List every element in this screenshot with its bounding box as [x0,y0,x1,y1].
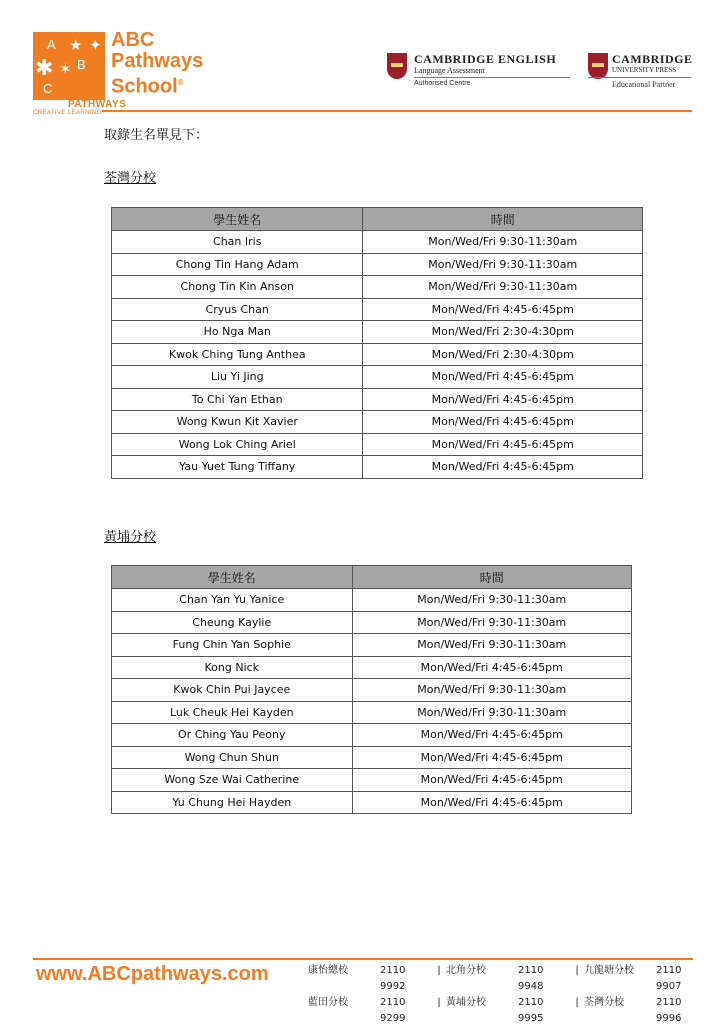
time-cell: Mon/Wed/Fri 4:45-6:45pm [363,456,643,479]
student-name-cell: To Chi Yan Ethan [112,388,363,411]
time-cell: Mon/Wed/Fri 4:45-6:45pm [352,746,631,769]
time-cell: Mon/Wed/Fri 9:30-11:30am [363,231,643,254]
child-figure-icon: ✱ [35,56,54,81]
time-cell: Mon/Wed/Fri 9:30-11:30am [352,679,631,702]
star-icon: ✦ [89,36,102,54]
table-row [112,343,643,366]
footer-contacts-row [308,963,708,995]
logo-tile-b: B [77,57,86,72]
student-name-cell: Wong Sze Wai Catherine [112,769,353,792]
table-row [112,298,643,321]
time-cell: Mon/Wed/Fri 9:30-11:30am [352,634,631,657]
table-row [112,791,632,814]
logo-tile-a: A [47,37,56,52]
footer-website-link[interactable]: www.ABCpathways.com [36,963,269,985]
branch-phone: 2110 9948 [518,965,544,992]
branch-phone: 2110 9996 [656,997,682,1024]
table-row [112,231,643,254]
separator: | [437,997,441,1008]
student-name-cell: Cryus Chan [112,298,363,321]
table-row [112,321,643,344]
cambridge-crest-icon [387,53,407,79]
student-name-cell: Chong Tin Hang Adam [112,253,363,276]
student-name-cell: Kwok Chin Pui Jaycee [112,679,353,702]
table-row [112,366,643,389]
logo-name-line2: Pathways [111,50,204,72]
time-cell: Mon/Wed/Fri 2:30-4:30pm [363,321,643,344]
logo-name-line3-text: School [111,75,178,98]
student-name-cell: Kong Nick [112,656,353,679]
cambridge-english-divider [414,77,570,78]
time-cell: Mon/Wed/Fri 4:45-6:45pm [352,791,631,814]
table-row [112,276,643,299]
logo-name-line1: ABC [111,29,155,51]
cambridge-press-note: Educational Partner [612,80,676,89]
student-name-cell: Chan Iris [112,231,363,254]
logo-tile-c: C [43,81,53,96]
table-row [112,611,632,634]
registered-mark: ® [177,78,184,87]
table-row [112,724,632,747]
table-row [112,253,643,276]
table-row [112,746,632,769]
student-name-cell: Chong Tin Kin Anson [112,276,363,299]
table-header-row [112,566,632,589]
logo-name-line3 [111,72,203,98]
table-row [112,701,632,724]
logo-pathways-text: PATHWAYS [68,99,127,110]
student-name-cell: Or Ching Yau Peony [112,724,353,747]
time-cell: Mon/Wed/Fri 9:30-11:30am [352,701,631,724]
time-cell: Mon/Wed/Fri 4:45-6:45pm [363,411,643,434]
cambridge-english-note: Authorised Centre [414,80,471,87]
table-row [112,589,632,612]
footer-contacts-row [308,995,708,1027]
table-body [112,589,632,814]
student-name-cell: Wong Lok Ching Ariel [112,433,363,456]
student-name-cell: Ho Nga Man [112,321,363,344]
student-name-cell: Yau Yuet Tung Tiffany [112,456,363,479]
branch-name: 黃埔分校 [446,997,486,1008]
cambridge-press-divider [588,77,691,78]
cambridge-english-subtitle: Language Assessment [414,66,485,75]
time-cell: Mon/Wed/Fri 9:30-11:30am [363,253,643,276]
time-cell: Mon/Wed/Fri 4:45-6:45pm [352,769,631,792]
branch-phone: 2110 9992 [380,965,406,992]
column-header-student-name: 學生姓名 [112,208,363,231]
student-name-cell: Yu Chung Hei Hayden [112,791,353,814]
table-row [112,388,643,411]
time-cell: Mon/Wed/Fri 9:30-11:30am [352,589,631,612]
branch-name: 康怡總校 [308,965,348,976]
separator: | [575,997,579,1008]
star-icon: ✶ [59,60,72,78]
table-header-row [112,208,643,231]
branch-name: 九龍塘分校 [584,965,634,976]
cambridge-press-title: CAMBRIDGE [612,52,693,66]
branch-title-whampoa: 黃埔分校 [104,530,157,545]
admission-table-tsuen-wan [111,207,643,479]
student-name-cell: Kwok Ching Tung Anthea [112,343,363,366]
column-header-time: 時間 [352,566,631,589]
cambridge-english-title: CAMBRIDGE ENGLISH [414,52,557,66]
student-name-cell: Wong Kwun Kit Xavier [112,411,363,434]
branch-name: 北角分校 [446,965,486,976]
branch-name: 荃灣分校 [584,997,624,1008]
branch-phone: 2110 9995 [518,997,544,1024]
time-cell: Mon/Wed/Fri 4:45-6:45pm [363,388,643,411]
time-cell: Mon/Wed/Fri 9:30-11:30am [363,276,643,299]
branch-name: 藍田分校 [308,997,348,1008]
time-cell: Mon/Wed/Fri 4:45-6:45pm [352,656,631,679]
student-name-cell: Fung Chin Yan Sophie [112,634,353,657]
student-name-cell: Cheung Kaylie [112,611,353,634]
branch-title-tsuen-wan: 荃灣分校 [104,171,157,186]
star-icon: ★ [69,36,83,54]
time-cell: Mon/Wed/Fri 4:45-6:45pm [363,366,643,389]
time-cell: Mon/Wed/Fri 4:45-6:45pm [352,724,631,747]
student-name-cell: Liu Yi Jing [112,366,363,389]
header-divider [102,110,692,112]
branch-phone: 2110 9299 [380,997,406,1024]
student-name-cell: Chan Yan Yu Yanice [112,589,353,612]
table-row [112,411,643,434]
logo-tagline: CREATIVE LEARNING [33,110,102,116]
time-cell: Mon/Wed/Fri 2:30-4:30pm [363,343,643,366]
column-header-student-name: 學生姓名 [112,566,353,589]
student-name-cell: Luk Cheuk Hei Kayden [112,701,353,724]
column-header-time: 時間 [363,208,643,231]
table-body [112,231,643,479]
table-row [112,433,643,456]
separator: | [575,965,579,976]
time-cell: Mon/Wed/Fri 4:45-6:45pm [363,298,643,321]
school-logo-name [111,30,203,98]
footer-divider [33,958,693,960]
cambridge-press-subtitle: UNIVERSITY PRESS [612,66,677,74]
table-row [112,656,632,679]
separator: | [437,965,441,976]
admission-table-whampoa [111,565,632,814]
table-row [112,456,643,479]
branch-phone: 2110 9907 [656,965,682,992]
school-logo-mark [33,32,105,100]
time-cell: Mon/Wed/Fri 9:30-11:30am [352,611,631,634]
cambridge-press-crest-icon [588,53,608,79]
table-row [112,769,632,792]
table-row [112,634,632,657]
table-row [112,679,632,702]
time-cell: Mon/Wed/Fri 4:45-6:45pm [363,433,643,456]
footer-contacts [308,963,708,1027]
student-name-cell: Wong Chun Shun [112,746,353,769]
intro-text: 取錄生名單見下： [104,128,209,143]
